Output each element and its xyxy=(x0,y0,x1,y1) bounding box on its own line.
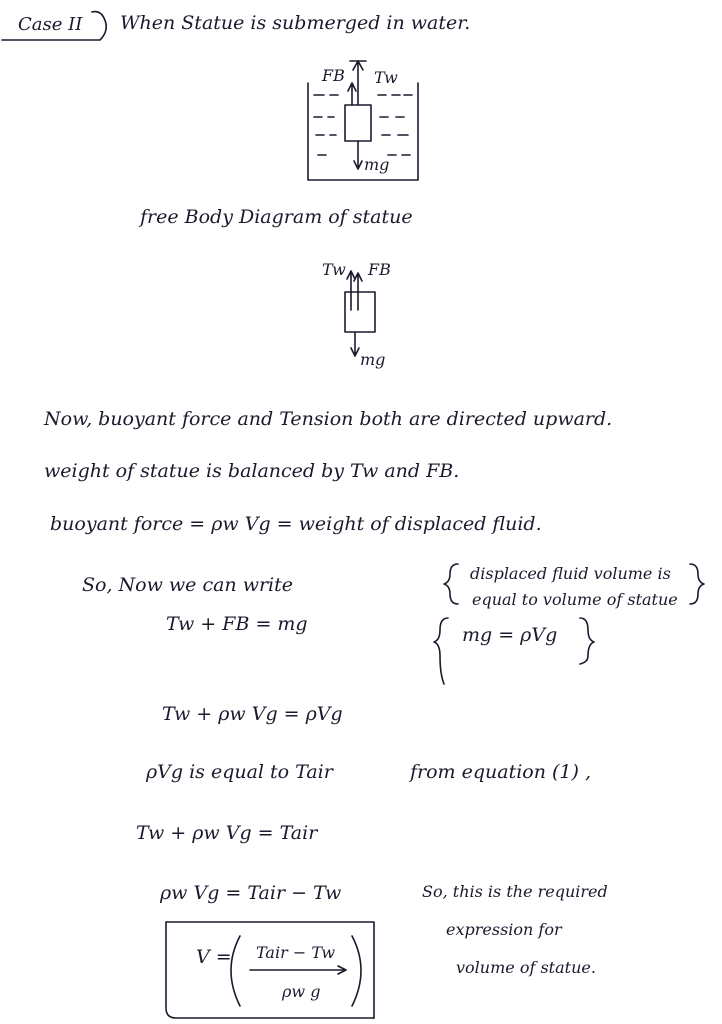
note1-line2: equal to volume of statue xyxy=(472,590,678,609)
case-title: When Statue is submerged in water. xyxy=(120,12,471,34)
fbd-statue-block xyxy=(345,292,375,332)
text-line-5b: from equation (1) , xyxy=(410,761,592,783)
statue-block xyxy=(345,105,371,141)
diagram1-mg-label: mg xyxy=(364,155,390,174)
note2-equation: mg = ρVg xyxy=(462,624,558,646)
diagram1-tw-label: Tw xyxy=(374,68,398,87)
fbd-fb-label: FB xyxy=(368,260,391,279)
final-numerator: Tair − Tw xyxy=(256,943,336,962)
text-line-1: Now, buoyant force and Tension both are directed upward. xyxy=(44,408,613,430)
fbd-tw-label: Tw xyxy=(322,260,346,279)
equation-3: Tw + ρw Vg = Tair xyxy=(136,822,318,844)
final-denominator: ρw g xyxy=(282,982,321,1001)
text-line-5a: ρVg is equal to Tair xyxy=(146,761,333,783)
fbd-tension-arrow xyxy=(347,271,355,310)
text-line-2: weight of statue is balanced by Tw and FB. xyxy=(44,460,460,482)
fraction-right-paren xyxy=(352,936,361,1006)
fraction-bar xyxy=(250,966,346,974)
equation-2: Tw + ρw Vg = ρVg xyxy=(162,703,343,725)
fbd-weight-arrow xyxy=(351,332,359,356)
conclusion-line-1: So, this is the required xyxy=(422,882,608,901)
note1-line1: displaced fluid volume is xyxy=(470,564,671,583)
final-lhs: V = xyxy=(196,946,232,968)
equation-1: Tw + FB = mg xyxy=(166,613,308,635)
fraction-left-paren xyxy=(231,936,240,1006)
conclusion-line-3: volume of statue. xyxy=(456,958,596,977)
buoyant-arrow xyxy=(348,83,356,105)
container-outline xyxy=(308,83,418,180)
text-line-4: So, Now we can write xyxy=(82,574,293,596)
case-label: Case II xyxy=(18,14,83,35)
final-answer-box xyxy=(160,918,380,1022)
conclusion-line-2: expression for xyxy=(446,920,562,939)
tension-arrow xyxy=(353,61,363,105)
fbd-mg-label: mg xyxy=(360,350,386,369)
fbd-heading: free Body Diagram of statue xyxy=(140,206,413,228)
equation-4: ρw Vg = Tair − Tw xyxy=(160,882,342,904)
text-line-3: buoyant force = ρw Vg = weight of displaced fluid. xyxy=(50,513,542,535)
weight-arrow xyxy=(354,141,362,169)
diagram1-fb-label: FB xyxy=(322,66,345,85)
